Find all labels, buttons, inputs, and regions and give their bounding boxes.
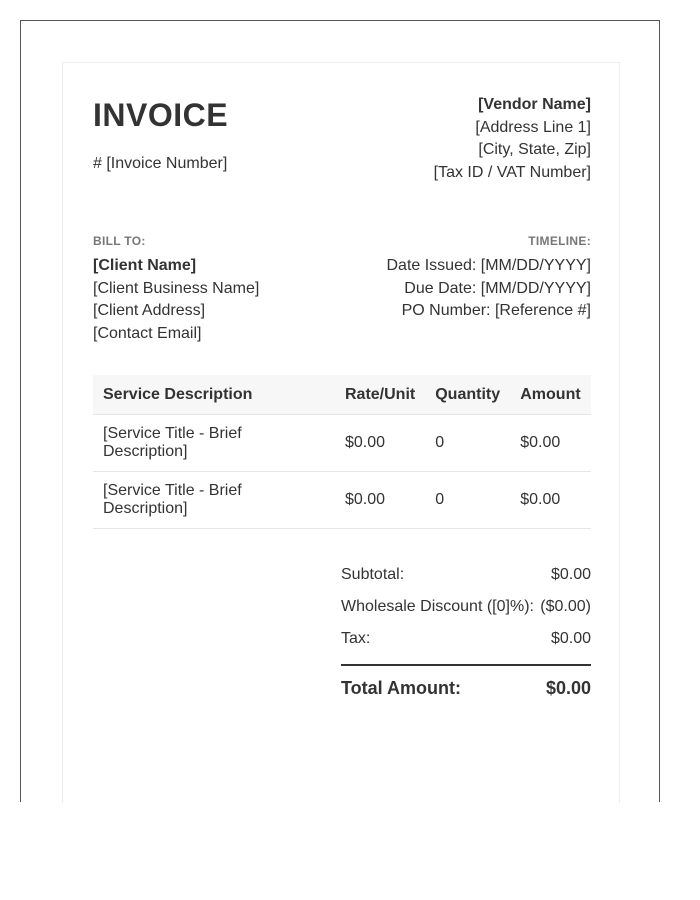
service-rate: $0.00 <box>335 472 425 529</box>
discount-value: ($0.00) <box>540 598 591 615</box>
service-description: [Service Title - Brief Description] <box>93 415 335 472</box>
vendor-name: [Vendor Name] <box>478 96 591 113</box>
table-row <box>93 415 591 472</box>
invoice-sheet <box>62 62 620 803</box>
table-row <box>93 472 591 529</box>
client-business: [Client Business Name] <box>93 279 260 297</box>
service-description: [Service Title - Brief Description] <box>93 472 335 529</box>
client-address: [Client Address] <box>93 302 206 319</box>
header-rate-unit: Rate/Unit <box>335 375 425 415</box>
bill-to-block <box>93 233 259 345</box>
header-amount: Amount <box>510 375 591 415</box>
page-frame <box>20 20 660 802</box>
vendor-tax-id: [Tax ID / VAT Number] <box>433 163 591 181</box>
service-amount: $0.00 <box>510 472 591 529</box>
client-email: [Contact Email] <box>93 324 202 342</box>
discount-row <box>341 595 591 627</box>
due-date: Due Date: [MM/DD/YYYY] <box>404 279 591 297</box>
bill-to-label: BILL TO: <box>93 234 146 248</box>
total-divider <box>341 664 591 666</box>
invoice-number: # [Invoice Number] <box>93 155 228 172</box>
timeline-label: TIMELINE: <box>528 234 591 248</box>
tax-label: Tax: <box>341 630 371 647</box>
discount-label: Wholesale Discount ([0]%): <box>341 598 534 615</box>
subtotal-label: Subtotal: <box>341 566 405 583</box>
client-name: [Client Name] <box>93 257 197 274</box>
vendor-block <box>434 94 591 184</box>
total-row <box>341 678 591 699</box>
table-header-row <box>93 375 591 415</box>
vendor-address: [Address Line 1] <box>475 118 591 136</box>
subtotal-row <box>341 563 591 595</box>
total-label: Total Amount: <box>341 678 461 698</box>
service-rate: $0.00 <box>335 415 425 472</box>
timeline-block <box>386 233 591 323</box>
tax-row <box>341 627 591 659</box>
po-number: PO Number: [Reference #] <box>401 302 591 319</box>
service-quantity: 0 <box>425 472 510 529</box>
total-value: $0.00 <box>545 678 591 698</box>
subtotal-value: $0.00 <box>550 566 591 583</box>
vendor-city: [City, State, Zip] <box>478 141 591 158</box>
header-service-description: Service Description <box>93 375 335 415</box>
services-table <box>93 375 591 529</box>
totals-block <box>341 563 591 699</box>
date-issued: Date Issued: [MM/DD/YYYY] <box>386 257 591 274</box>
service-amount: $0.00 <box>510 415 591 472</box>
tax-value: $0.00 <box>550 630 591 647</box>
service-quantity: 0 <box>425 415 510 472</box>
invoice-title: INVOICE <box>93 97 229 133</box>
header-quantity: Quantity <box>425 375 510 415</box>
